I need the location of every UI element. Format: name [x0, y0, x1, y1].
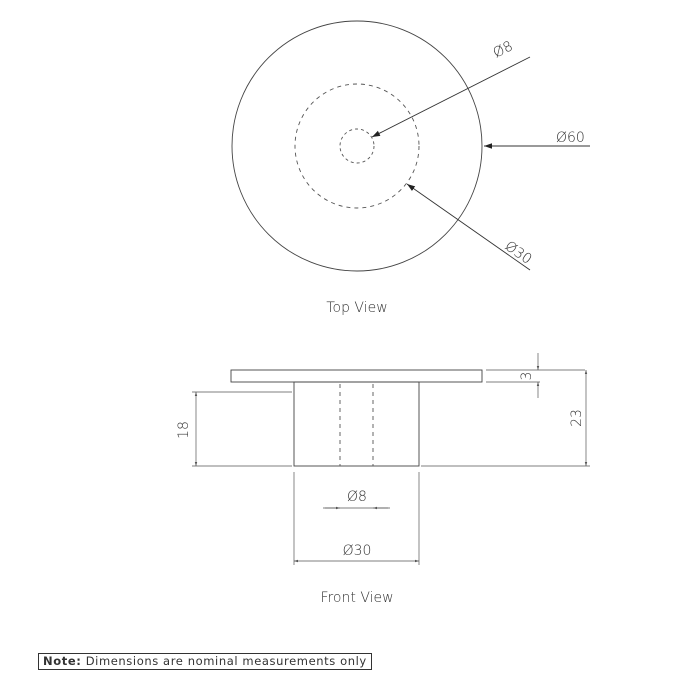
note-label: Note:: [43, 654, 82, 668]
front-view-flange: [231, 370, 482, 382]
top-boss-dim-label: Ø30: [501, 238, 535, 268]
front-hole-dim-label: Ø8: [347, 489, 367, 505]
top-view-label: Top View: [326, 300, 388, 316]
total-height-label: 23: [569, 409, 585, 427]
top-view: [232, 21, 590, 316]
top-hole-dim-label: Ø8: [490, 38, 516, 62]
note-box: [38, 653, 372, 670]
front-view-label: Front View: [320, 590, 394, 606]
hole-leader-line: [372, 57, 530, 137]
front-view-boss: [294, 382, 419, 466]
boss-height-label: 18: [176, 421, 192, 439]
flange-thickness-label: 3: [519, 371, 535, 381]
top-view-outer-circle: [232, 21, 482, 271]
top-view-boss-circle-hidden: [295, 84, 419, 208]
front-view: [176, 353, 590, 606]
note-text: Dimensions are nominal measurements only: [85, 654, 367, 668]
front-boss-dim-label: Ø30: [342, 543, 372, 559]
top-outer-dim-label: Ø60: [556, 130, 585, 146]
top-view-hole-circle-hidden: [340, 129, 374, 163]
